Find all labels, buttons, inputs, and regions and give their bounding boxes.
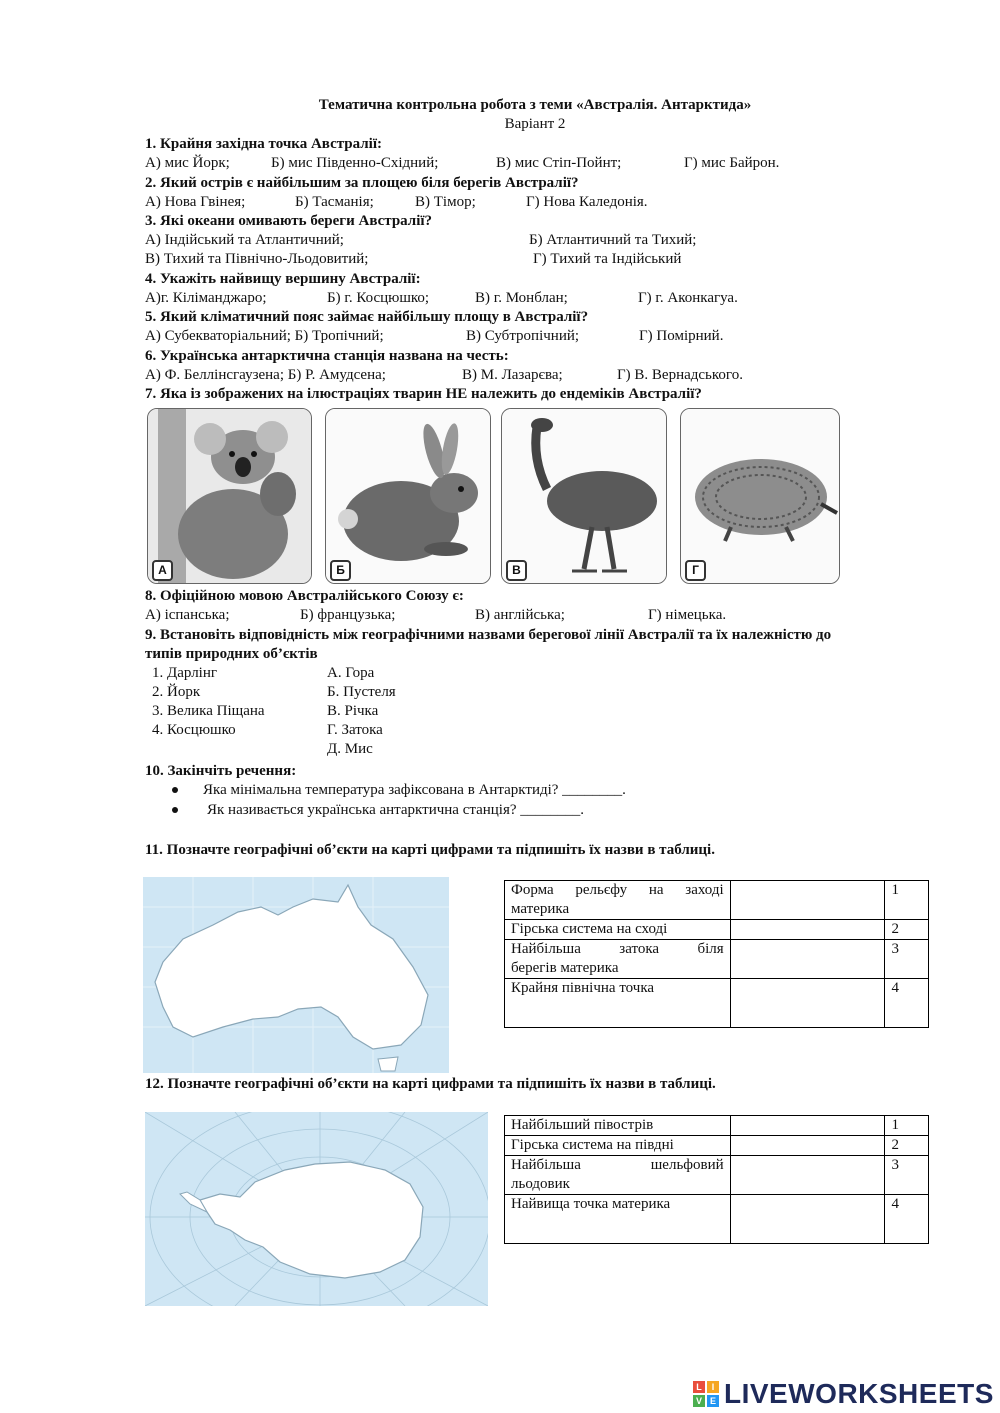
logo-letter: E [707, 1395, 719, 1407]
antarctica-map-icon [145, 1112, 488, 1306]
photo-label-a: А [152, 560, 173, 581]
row-number: 1 [885, 881, 929, 920]
q10-item-2[interactable]: Як називається українська антарктична станція? ________. [207, 802, 585, 818]
photo-emu[interactable] [501, 408, 667, 584]
q3-option-c[interactable]: В) Тихий та Північно-Льодовитий; [145, 251, 369, 267]
logo-text: LIVEWORKSHEETS [724, 1378, 994, 1409]
photo-rabbit[interactable] [325, 408, 491, 584]
table-row [505, 920, 929, 940]
q9-right-item: В. Річка [327, 703, 379, 719]
q2-option-c[interactable]: В) Тімор; [415, 194, 476, 210]
q5-option-d[interactable]: Г) Помірний. [639, 328, 724, 344]
q10-item-1[interactable]: Яка мінімальна температура зафіксована в Антарктиді? ________. [203, 782, 626, 798]
table-row [505, 1136, 929, 1156]
q3-option-b[interactable]: Б) Атлантичний та Тихий; [529, 232, 697, 248]
q9-right-item: Д. Мис [327, 741, 373, 757]
q9-right-item: Г. Затока [327, 722, 383, 738]
row-number: 4 [885, 979, 929, 1028]
q1-option-b[interactable]: Б) мис Південно-Східний; [271, 155, 439, 171]
table-row [505, 881, 929, 920]
photo-label-d: Г [685, 560, 706, 581]
photo-label-b: Б [330, 560, 351, 581]
photo-koala[interactable] [147, 408, 312, 584]
q11-row-3-label-cont: берегів материка [511, 960, 619, 976]
q9-right-item: Б. Пустеля [327, 684, 396, 700]
q5-option-c[interactable]: В) Субтропічний; [466, 328, 580, 344]
q4-question: 4. Укажіть найвищу вершину Австралії: [145, 271, 421, 287]
q3-option-a[interactable]: А) Індійський та Атлантичний; [145, 232, 344, 248]
emu-icon [502, 409, 666, 583]
q11-table [504, 880, 929, 1028]
row-number: 2 [885, 920, 929, 940]
q12-row-3-label: Найбільша шельфовий [511, 1157, 724, 1173]
q11-row-4-label: Крайня північна точка [511, 980, 655, 996]
q12-question: 12. Позначте географічні об’єкти на карті цифрами та підпишіть їх назви в таблиці. [145, 1076, 716, 1092]
q1-option-a[interactable]: А) мис Йорк; [145, 155, 230, 171]
q2-question: 2. Який острів є найбільшим за площею біля берегів Австралії? [145, 175, 579, 191]
australia-map-icon [143, 877, 449, 1073]
q12-row-4-label: Найвища точка материка [511, 1196, 671, 1212]
photo-echidna[interactable] [680, 408, 840, 584]
row-number: 3 [885, 940, 929, 979]
q3-question: 3. Які океани омивають береги Австралії? [145, 213, 433, 229]
q9-left-item: 3. Велика Піщана [152, 703, 265, 719]
q6-question: 6. Українська антарктична станція названа на честь: [145, 348, 509, 364]
q8-option-a[interactable]: А) іспанська; [145, 607, 230, 623]
q4-option-a[interactable]: А)г. Кіліманджаро; [145, 290, 267, 306]
q8-question: 8. Офіційною мовою Австралійського Союзу є: [145, 588, 464, 604]
q2-option-b[interactable]: Б) Тасманія; [295, 194, 374, 210]
koala-icon [148, 409, 311, 583]
row-number: 1 [885, 1116, 929, 1136]
table-row [505, 1156, 929, 1195]
bullet-icon [172, 787, 178, 793]
q6-option-c[interactable]: В) М. Лазарєва; [462, 367, 563, 383]
answer-cell[interactable] [730, 1136, 885, 1156]
q12-row-2-label: Гірська система на півдні [511, 1137, 674, 1153]
q6-option-ab[interactable]: А) Ф. Беллінсгаузена; Б) Р. Амудсена; [145, 367, 386, 383]
logo-letter: V [693, 1395, 705, 1407]
q12-table [504, 1115, 929, 1244]
q11-question: 11. Позначте географічні об’єкти на карті цифрами та підпишіть їх назви в таблиці. [145, 842, 715, 858]
table-row [505, 940, 929, 979]
q1-question: 1. Крайня західна точка Австралії: [145, 136, 382, 152]
q4-option-c[interactable]: В) г. Монблан; [475, 290, 568, 306]
q1-option-d[interactable]: Г) мис Байрон. [684, 155, 780, 171]
answer-cell[interactable] [730, 1116, 885, 1136]
logo-letter: L [693, 1381, 705, 1393]
q9-question-line2: типів природних об’єктів [145, 646, 318, 662]
table-row [505, 1116, 929, 1136]
q7-question: 7. Яка із зображених на ілюстраціях тварин НЕ належить до ендеміків Австралії? [145, 386, 702, 402]
q11-row-3-label: Найбільша затока біля [511, 941, 724, 957]
liveworksheets-logo[interactable] [693, 1378, 994, 1410]
q4-option-d[interactable]: Г) г. Аконкагуа. [638, 290, 738, 306]
q9-left-item: 1. Дарлінг [152, 665, 218, 681]
q10-question: 10. Закінчіть речення: [145, 763, 297, 779]
q2-option-d[interactable]: Г) Нова Каледонія. [526, 194, 648, 210]
q9-question-line1: 9. Встановіть відповідність між географічними назвами берегової лінії Австралії та їх належністю до [145, 627, 832, 643]
q5-question: 5. Який кліматичний пояс займає найбільшу площу в Австралії? [145, 309, 589, 325]
q12-row-3-label-cont: льодовик [511, 1176, 570, 1192]
answer-cell[interactable] [730, 979, 885, 1028]
answer-cell[interactable] [730, 881, 885, 920]
q9-left-item: 2. Йорк [152, 684, 201, 700]
variant-label: Варіант 2 [504, 116, 566, 132]
q8-option-b[interactable]: Б) французька; [300, 607, 396, 623]
q11-row-2-label: Гірська система на сході [511, 921, 668, 937]
rabbit-icon [326, 409, 490, 583]
logo-letter: I [707, 1381, 719, 1393]
q6-option-d[interactable]: Г) В. Вернадського. [617, 367, 743, 383]
q2-option-a[interactable]: А) Нова Гвінея; [145, 194, 246, 210]
answer-cell[interactable] [730, 920, 885, 940]
q11-row-1-label-cont: материка [511, 901, 570, 917]
q5-option-ab[interactable]: А) Субекваторіальний; Б) Тропічний; [145, 328, 384, 344]
q9-right-item: А. Гора [327, 665, 375, 681]
q4-option-b[interactable]: Б) г. Косцюшко; [327, 290, 430, 306]
echidna-icon [681, 409, 839, 583]
q8-option-d[interactable]: Г) німецька. [648, 607, 727, 623]
photo-label-c: В [506, 560, 527, 581]
row-number: 4 [885, 1195, 929, 1244]
q1-option-c[interactable]: В) мис Стіп-Пойнт; [496, 155, 622, 171]
answer-cell[interactable] [730, 1195, 885, 1244]
q11-row-1-label: Форма рельєфу на заході [511, 882, 724, 898]
table-row [505, 1195, 929, 1244]
q12-row-1-label: Найбільший півострів [511, 1117, 654, 1133]
q9-left-item: 4. Косцюшко [152, 722, 236, 738]
q3-option-d[interactable]: Г) Тихий та Індійський [533, 251, 682, 267]
australia-map[interactable] [143, 877, 449, 1073]
page-title: Тематична контрольна робота з теми «Австралія. Антарктида» [318, 97, 752, 113]
q8-option-c[interactable]: В) англійська; [475, 607, 565, 623]
row-number: 2 [885, 1136, 929, 1156]
table-row [505, 979, 929, 1028]
logo-mark-icon [693, 1381, 719, 1407]
row-number: 3 [885, 1156, 929, 1195]
bullet-icon [172, 807, 178, 813]
antarctica-map[interactable] [145, 1112, 488, 1306]
answer-cell[interactable] [730, 1156, 885, 1195]
answer-cell[interactable] [730, 940, 885, 979]
